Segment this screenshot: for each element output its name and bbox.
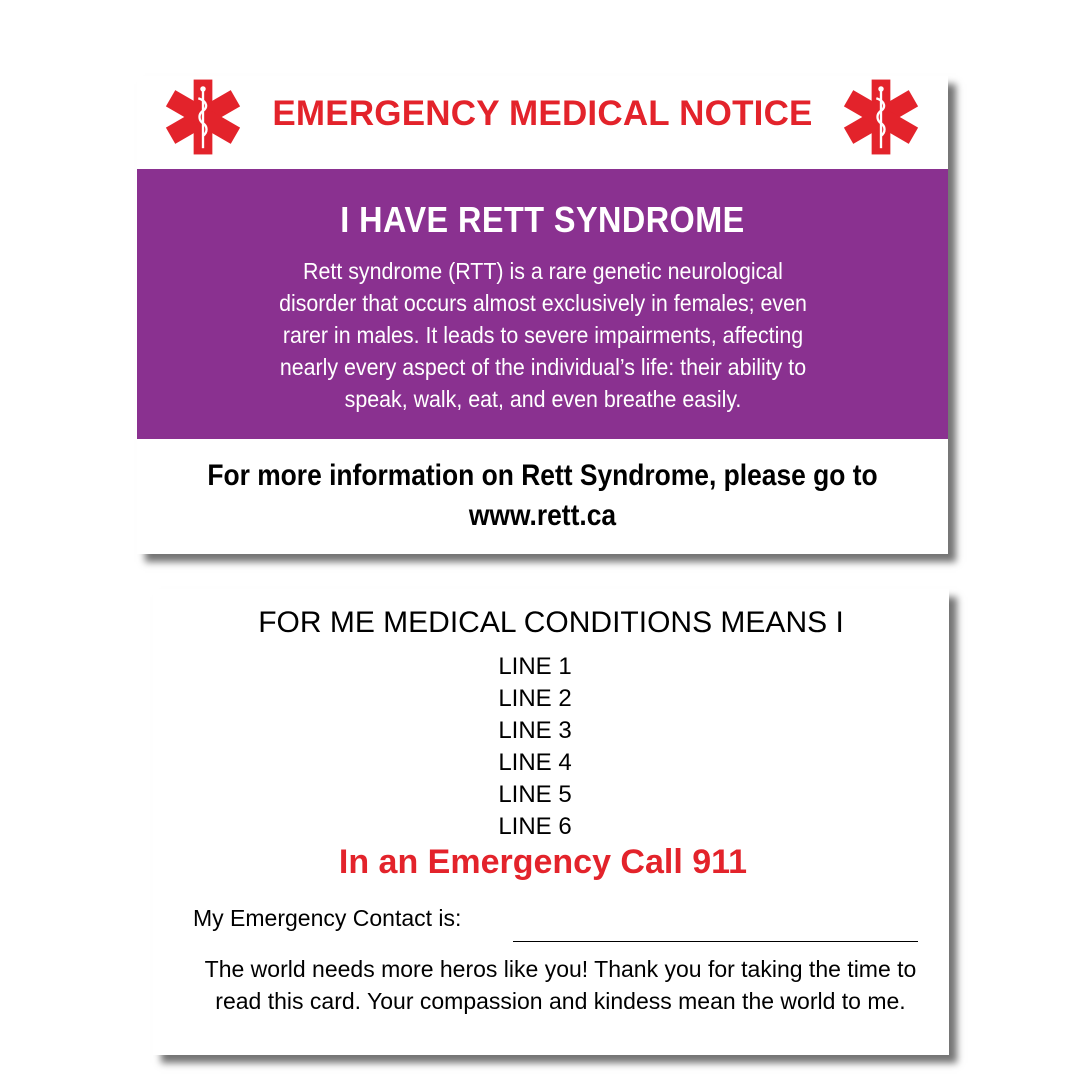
- front-header: [137, 76, 948, 168]
- thank-you-text: The world needs more heros like you! Thank you for taking the time to read this card. Your compassion and kindess mean the world to me.: [204, 956, 917, 1014]
- rett-description: Rett syndrome (RTT) is a rare genetic neurological disorder that occurs almost exclusively in females; even rarer in males. It leads to severe impairments, affecting nearly every aspect of the individual’s life: their ability to speak, walk, eat, and even breathe easily.: [278, 258, 807, 412]
- conditions-list: [153, 651, 917, 843]
- info-text: For more information on Rett Syndrome, please go to: [207, 459, 878, 492]
- emergency-call-text: In an Emergency Call 911: [338, 843, 748, 881]
- emergency-contact-field[interactable]: [513, 941, 918, 942]
- condition-line: LINE 1: [498, 653, 572, 680]
- purple-info-band: [137, 169, 948, 439]
- condition-line: LINE 3: [498, 717, 572, 744]
- star-of-life-icon: [842, 78, 920, 156]
- info-block: [186, 456, 900, 536]
- info-url-link[interactable]: www.rett.ca: [468, 499, 617, 532]
- conditions-title: FOR ME MEDICAL CONDITIONS MEANS I: [258, 606, 844, 639]
- card-front: [137, 76, 948, 554]
- condition-line: LINE 2: [498, 685, 572, 712]
- condition-line: LINE 4: [498, 749, 572, 776]
- rett-title: I HAVE RETT SYNDROME: [340, 199, 745, 240]
- header-title: EMERGENCY MEDICAL NOTICE: [272, 94, 813, 133]
- emergency-contact-label: My Emergency Contact is:: [193, 905, 462, 931]
- condition-line: LINE 5: [498, 781, 572, 808]
- condition-line: LINE 6: [498, 813, 572, 840]
- card-back: [153, 589, 949, 1055]
